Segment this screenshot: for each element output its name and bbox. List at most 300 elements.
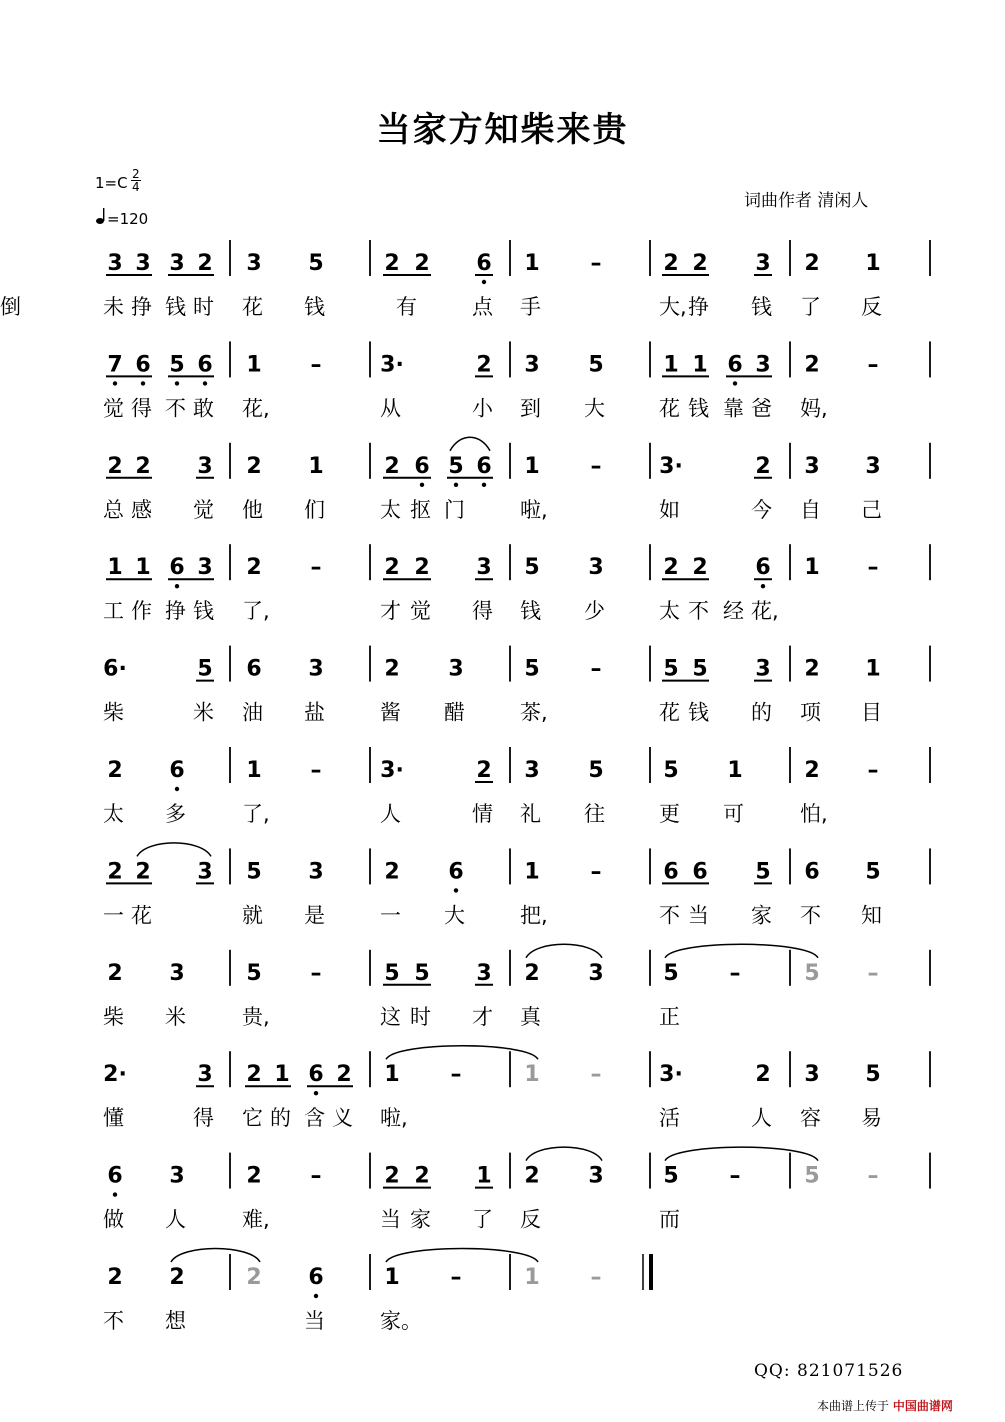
- note: 1: [663, 352, 679, 378]
- note: 2: [197, 251, 213, 276]
- lyric-char: 钱: [520, 599, 541, 624]
- tie-slur: [526, 1147, 602, 1161]
- lyric-char: 易: [861, 1106, 882, 1131]
- note: 5: [692, 656, 708, 682]
- note: 5: [308, 251, 324, 276]
- lyric-char: 们: [304, 497, 325, 522]
- note: 5: [197, 656, 213, 682]
- lyric-char: 抠: [410, 497, 431, 522]
- lyric-char: 觉: [193, 497, 214, 522]
- note: 1: [135, 555, 151, 581]
- note: 1: [274, 1062, 290, 1088]
- lyric-char: 得: [472, 599, 493, 624]
- lyric-char: 这: [380, 1004, 401, 1029]
- note: 7: [107, 352, 123, 378]
- note: 2: [135, 859, 151, 885]
- rest-dash: –: [867, 1163, 879, 1189]
- note: 2: [476, 352, 492, 378]
- note: 3: [588, 555, 604, 581]
- lyric-char: 是: [304, 903, 325, 928]
- note: 5: [448, 453, 464, 479]
- rest-dash: –: [867, 960, 879, 986]
- note: 2: [663, 251, 679, 276]
- note: 1: [246, 758, 262, 783]
- lyric-char: 懂: [103, 1106, 124, 1131]
- lyric-char: 手: [520, 295, 541, 319]
- note: 3·: [659, 453, 683, 479]
- low-octave-dot: [454, 483, 458, 487]
- note: 3: [755, 352, 771, 378]
- note: 1: [524, 453, 540, 479]
- note: 5: [663, 960, 679, 986]
- note: 2: [135, 453, 151, 479]
- low-octave-dot: [761, 584, 765, 588]
- note: 2: [804, 352, 820, 378]
- rest-dash: –: [310, 352, 322, 378]
- note: 5: [414, 960, 430, 986]
- site-logo-text: 中国曲谱网: [892, 1399, 953, 1413]
- lyric-char: 的: [270, 1106, 291, 1131]
- lyric-char: 己: [861, 497, 882, 522]
- lyric-char: 啦,: [380, 1106, 408, 1131]
- qq-contact: QQ: 821071526: [754, 1361, 904, 1381]
- note: 3: [169, 1163, 185, 1189]
- note: 1: [308, 453, 324, 479]
- lyric-char: 钱: [304, 295, 325, 319]
- note: 3: [135, 251, 151, 276]
- rest-dash: –: [867, 555, 879, 581]
- note: 6: [308, 1062, 324, 1088]
- lyric-char: 不: [103, 1309, 124, 1333]
- rest-dash: –: [450, 1062, 462, 1088]
- lyric-char: 钱: [193, 599, 214, 624]
- note: 2: [246, 555, 262, 581]
- note: 3: [804, 453, 820, 479]
- note: 5: [804, 1163, 820, 1189]
- lyric-char: 的: [751, 700, 772, 725]
- lyric-char: 自: [800, 497, 821, 522]
- lyric-char: 敢: [193, 396, 214, 421]
- lyric-char: 有: [396, 295, 417, 319]
- lyric-char: 花,: [751, 599, 779, 624]
- lyric-char: 大,: [659, 295, 687, 319]
- lyric-char: 工: [103, 599, 124, 624]
- lyric-char: 往: [584, 802, 605, 826]
- note: 6: [169, 555, 185, 581]
- lyric-char: 知: [861, 903, 882, 928]
- tie-slur: [171, 1249, 260, 1263]
- note: 3: [107, 251, 123, 276]
- rest-dash: –: [590, 1265, 602, 1290]
- note: 5: [524, 656, 540, 682]
- lyric-char: 油: [242, 700, 263, 725]
- lyric-char: 酱: [380, 700, 401, 725]
- note: 6: [448, 859, 464, 885]
- note: 2: [804, 758, 820, 783]
- note: 2: [804, 251, 820, 276]
- lyric-char: 如: [659, 497, 680, 522]
- rest-dash: –: [729, 1163, 741, 1189]
- lyric-char: 正: [659, 1004, 680, 1029]
- note: 5: [384, 960, 400, 986]
- note: 1: [865, 251, 881, 276]
- rest-dash: –: [590, 859, 602, 885]
- tie-slur: [450, 437, 490, 451]
- rest-dash: –: [590, 656, 602, 682]
- time-signature-top: 2: [132, 167, 140, 181]
- lyric-char: 钱: [688, 396, 709, 421]
- low-octave-dot: [482, 280, 486, 284]
- lyric-char: 难,: [242, 1207, 270, 1232]
- note: 2: [246, 1265, 262, 1290]
- site-footer: [817, 1397, 953, 1414]
- lyric-char: 反: [520, 1207, 541, 1232]
- lyric-char: 含: [304, 1106, 325, 1131]
- lyric-char: 当: [380, 1207, 401, 1232]
- note: 5: [865, 1062, 881, 1088]
- composer-credit: 词曲作者 清闲人: [744, 191, 869, 211]
- lyric-char: 家: [751, 903, 772, 928]
- note: 2: [384, 859, 400, 885]
- lyric-char: 当: [304, 1309, 325, 1333]
- note: 2: [246, 1163, 262, 1189]
- lyric-char: 茶,: [520, 700, 548, 725]
- note: 5: [588, 758, 604, 783]
- note: 3: [197, 555, 213, 581]
- lyric-char: 情: [472, 802, 493, 826]
- lyric-char: 太: [380, 497, 401, 522]
- lyric-char: 项: [800, 700, 821, 725]
- lyric-char: 可: [723, 802, 744, 826]
- song-title: 当家方知柴来贵: [376, 110, 629, 150]
- lyric-char: 钱: [165, 295, 186, 319]
- lyric-char: 大: [444, 903, 465, 928]
- note: 3: [588, 960, 604, 986]
- low-octave-dot: [113, 1192, 117, 1196]
- note: 3: [448, 656, 464, 682]
- note: 6·: [103, 656, 127, 682]
- lyric-char: 一: [380, 903, 401, 928]
- lyric-char: 太: [659, 599, 680, 624]
- note: 3: [524, 352, 540, 378]
- note: 1: [476, 1163, 492, 1189]
- lyric-char: 觉: [103, 396, 124, 421]
- lyric-char: 做: [103, 1207, 124, 1232]
- note: 2: [107, 758, 123, 783]
- note: 6: [246, 656, 262, 682]
- lyric-char: 真: [520, 1004, 541, 1029]
- note: 6: [135, 352, 151, 378]
- rest-dash: –: [867, 352, 879, 378]
- low-octave-dot: [175, 787, 179, 791]
- note: 6: [476, 251, 492, 276]
- lyric-char: 经: [723, 599, 744, 624]
- note: 2: [384, 453, 400, 479]
- note: 3: [476, 960, 492, 986]
- note: 5: [663, 656, 679, 682]
- note: 6: [169, 758, 185, 783]
- lyric-char: 门: [444, 497, 465, 522]
- note: 1: [865, 656, 881, 682]
- note: 5: [246, 859, 262, 885]
- note: 3: [197, 1062, 213, 1088]
- lyric-char: 米: [193, 700, 214, 725]
- rest-dash: –: [867, 758, 879, 783]
- note: 5: [804, 960, 820, 986]
- lyric-char: 才: [380, 599, 401, 624]
- lyric-char: 而: [659, 1207, 680, 1232]
- tie-slur: [386, 1249, 538, 1263]
- rest-dash: –: [310, 1163, 322, 1189]
- note: 2·: [103, 1062, 127, 1088]
- note: 3: [865, 453, 881, 479]
- lyric-char: 人: [165, 1207, 186, 1232]
- low-octave-dot: [175, 584, 179, 588]
- note: 3: [308, 656, 324, 682]
- lyric-char: 到: [520, 396, 541, 421]
- note: 2: [414, 555, 430, 581]
- lyric-char: 花,: [242, 396, 270, 421]
- note: 2: [107, 960, 123, 986]
- lyric-char: 反: [861, 295, 882, 319]
- lyric-char: 了,: [242, 802, 270, 826]
- note: 5: [865, 859, 881, 885]
- lyric-char: 靠: [723, 396, 744, 421]
- note: 2: [755, 1062, 771, 1088]
- note: 1: [246, 352, 262, 378]
- lyric-char: 家: [410, 1207, 431, 1232]
- lyric-char: 妈,: [800, 396, 828, 421]
- key-signature: 1=C: [95, 174, 128, 192]
- lyric-char: 了,: [242, 599, 270, 624]
- note: 6: [727, 352, 743, 378]
- note: 1: [692, 352, 708, 378]
- note: 2: [414, 1163, 430, 1189]
- note: 6: [692, 859, 708, 885]
- note: 2: [384, 1163, 400, 1189]
- lyric-char: 想: [165, 1309, 186, 1333]
- note: 6: [476, 453, 492, 479]
- note: 5: [169, 352, 185, 378]
- low-octave-dot: [314, 1294, 318, 1298]
- lyric-char: 了: [472, 1207, 493, 1232]
- note: 2: [384, 251, 400, 276]
- note: 5: [524, 555, 540, 581]
- lyric-char: 作: [131, 599, 152, 624]
- lyric-char: 醋: [444, 700, 465, 725]
- lyric-char: 觉: [410, 599, 431, 624]
- tempo-value: =120: [107, 210, 149, 228]
- note: 3: [804, 1062, 820, 1088]
- note: 2: [524, 1163, 540, 1189]
- lyric-char: 义: [332, 1106, 353, 1131]
- note: 2: [414, 251, 430, 276]
- rest-dash: –: [590, 251, 602, 276]
- tie-slur: [526, 944, 602, 958]
- lyric-char: 一: [103, 903, 124, 928]
- lyric-char: 花: [242, 295, 263, 319]
- lyric-char: 贵,: [242, 1004, 270, 1029]
- lyric-char: 不: [688, 599, 709, 624]
- note: 6: [197, 352, 213, 378]
- low-octave-dot: [420, 483, 424, 487]
- tie-slur: [665, 944, 818, 958]
- note: 2: [692, 251, 708, 276]
- note: 2: [384, 656, 400, 682]
- note: 1: [524, 251, 540, 276]
- note: 3: [524, 758, 540, 783]
- note: 3: [476, 555, 492, 581]
- note: 5: [588, 352, 604, 378]
- low-octave-dot: [203, 381, 207, 385]
- lyric-char: 啦,: [520, 497, 548, 522]
- rest-dash: –: [590, 1062, 602, 1088]
- lyric-char: 倒: [0, 295, 21, 319]
- lyric-char: 花: [131, 903, 152, 928]
- note: 3·: [659, 1062, 683, 1088]
- lyric-char: 时: [193, 295, 214, 319]
- lyric-char: 得: [131, 396, 152, 421]
- lyric-char: 它: [242, 1106, 263, 1131]
- low-octave-dot: [314, 1091, 318, 1095]
- lyric-char: 人: [751, 1106, 772, 1131]
- note: 1: [384, 1265, 400, 1290]
- note: 3·: [380, 352, 404, 378]
- lyric-char: 目: [861, 700, 882, 725]
- lyric-char: 容: [800, 1106, 821, 1131]
- note: 3: [308, 859, 324, 885]
- note: 6: [414, 453, 430, 479]
- note: 1: [727, 758, 743, 783]
- note: 5: [246, 960, 262, 986]
- lyric-char: 活: [659, 1106, 680, 1131]
- lyric-char: 他: [242, 497, 263, 522]
- note: 2: [107, 859, 123, 885]
- lyric-char: 怕,: [800, 802, 828, 826]
- rest-dash: –: [590, 453, 602, 479]
- note: 6: [804, 859, 820, 885]
- lyric-char: 花: [659, 700, 680, 725]
- note: 1: [107, 555, 123, 581]
- note: 3: [755, 656, 771, 682]
- lyric-char: 总: [103, 497, 124, 522]
- lyric-char: 不: [800, 903, 821, 928]
- note: 1: [804, 555, 820, 581]
- note: 5: [663, 1163, 679, 1189]
- lyric-char: 今: [751, 497, 772, 522]
- rest-dash: –: [310, 758, 322, 783]
- lyric-char: 礼: [520, 802, 541, 826]
- lyric-char: 才: [472, 1004, 493, 1029]
- low-octave-dot: [113, 381, 117, 385]
- low-octave-dot: [454, 888, 458, 892]
- note: 6: [107, 1163, 123, 1189]
- note: 2: [755, 453, 771, 479]
- note: 2: [246, 453, 262, 479]
- footer-prefix: 本曲谱上传于: [817, 1399, 890, 1413]
- note: 3: [197, 859, 213, 885]
- lyric-char: 少: [584, 599, 605, 624]
- lyric-char: 米: [165, 1004, 186, 1029]
- note: 3: [197, 453, 213, 479]
- lyric-char: 挣: [688, 295, 709, 319]
- note: 2: [336, 1062, 352, 1088]
- lyric-char: 人: [380, 802, 401, 826]
- note: 2: [384, 555, 400, 581]
- note: 2: [804, 656, 820, 682]
- time-signature-bottom: 4: [132, 180, 140, 194]
- lyric-char: 太: [103, 802, 124, 826]
- lyric-char: 爸: [751, 396, 772, 421]
- lyric-char: 盐: [304, 700, 325, 725]
- lyric-char: 从: [380, 396, 401, 421]
- lyric-char: 点: [472, 295, 493, 319]
- note: 1: [524, 1062, 540, 1088]
- lyric-char: 了: [800, 295, 821, 319]
- note: 2: [663, 555, 679, 581]
- note: 2: [692, 555, 708, 581]
- rest-dash: –: [729, 960, 741, 986]
- note: 6: [663, 859, 679, 885]
- note: 2: [476, 758, 492, 783]
- low-octave-dot: [175, 381, 179, 385]
- note: 2: [246, 1062, 262, 1088]
- note: 5: [755, 859, 771, 885]
- lyric-char: 感: [131, 497, 152, 522]
- note: 2: [524, 960, 540, 986]
- note: 2: [107, 1265, 123, 1290]
- lyric-char: 大: [584, 396, 605, 421]
- lyric-char: 未: [103, 295, 124, 319]
- tie-slur: [665, 1147, 818, 1161]
- low-octave-dot: [482, 483, 486, 487]
- lyric-char: 当: [688, 903, 709, 928]
- note: 3: [169, 960, 185, 986]
- lyric-char: 柴: [103, 1004, 124, 1029]
- lyric-char: 就: [242, 903, 263, 928]
- note: 1: [524, 859, 540, 885]
- lyric-char: 钱: [751, 295, 772, 319]
- lyric-char: 花: [659, 396, 680, 421]
- lyric-char: 挣: [165, 599, 186, 624]
- lyric-char: 小: [472, 396, 493, 421]
- note: 1: [384, 1062, 400, 1088]
- tie-slur: [137, 843, 211, 857]
- lyric-char: 多: [165, 802, 186, 826]
- tie-slur: [386, 1046, 538, 1060]
- note: 2: [169, 1265, 185, 1290]
- lyric-char: 时: [410, 1004, 431, 1029]
- low-octave-dot: [141, 381, 145, 385]
- note: 3: [588, 1163, 604, 1189]
- lyric-char: 不: [165, 396, 186, 421]
- lyric-char: 家。: [380, 1309, 422, 1333]
- note: 3·: [380, 758, 404, 783]
- low-octave-dot: [733, 381, 737, 385]
- note: 6: [755, 555, 771, 581]
- rest-dash: –: [310, 555, 322, 581]
- lyric-char: 钱: [688, 700, 709, 725]
- note: 3: [169, 251, 185, 276]
- note: 1: [524, 1265, 540, 1290]
- lyric-char: 把,: [520, 903, 548, 928]
- note: 2: [107, 453, 123, 479]
- rest-dash: –: [450, 1265, 462, 1290]
- note: 5: [663, 758, 679, 783]
- lyric-char: 不: [659, 903, 680, 928]
- rest-dash: –: [310, 960, 322, 986]
- lyric-char: 更: [659, 802, 680, 826]
